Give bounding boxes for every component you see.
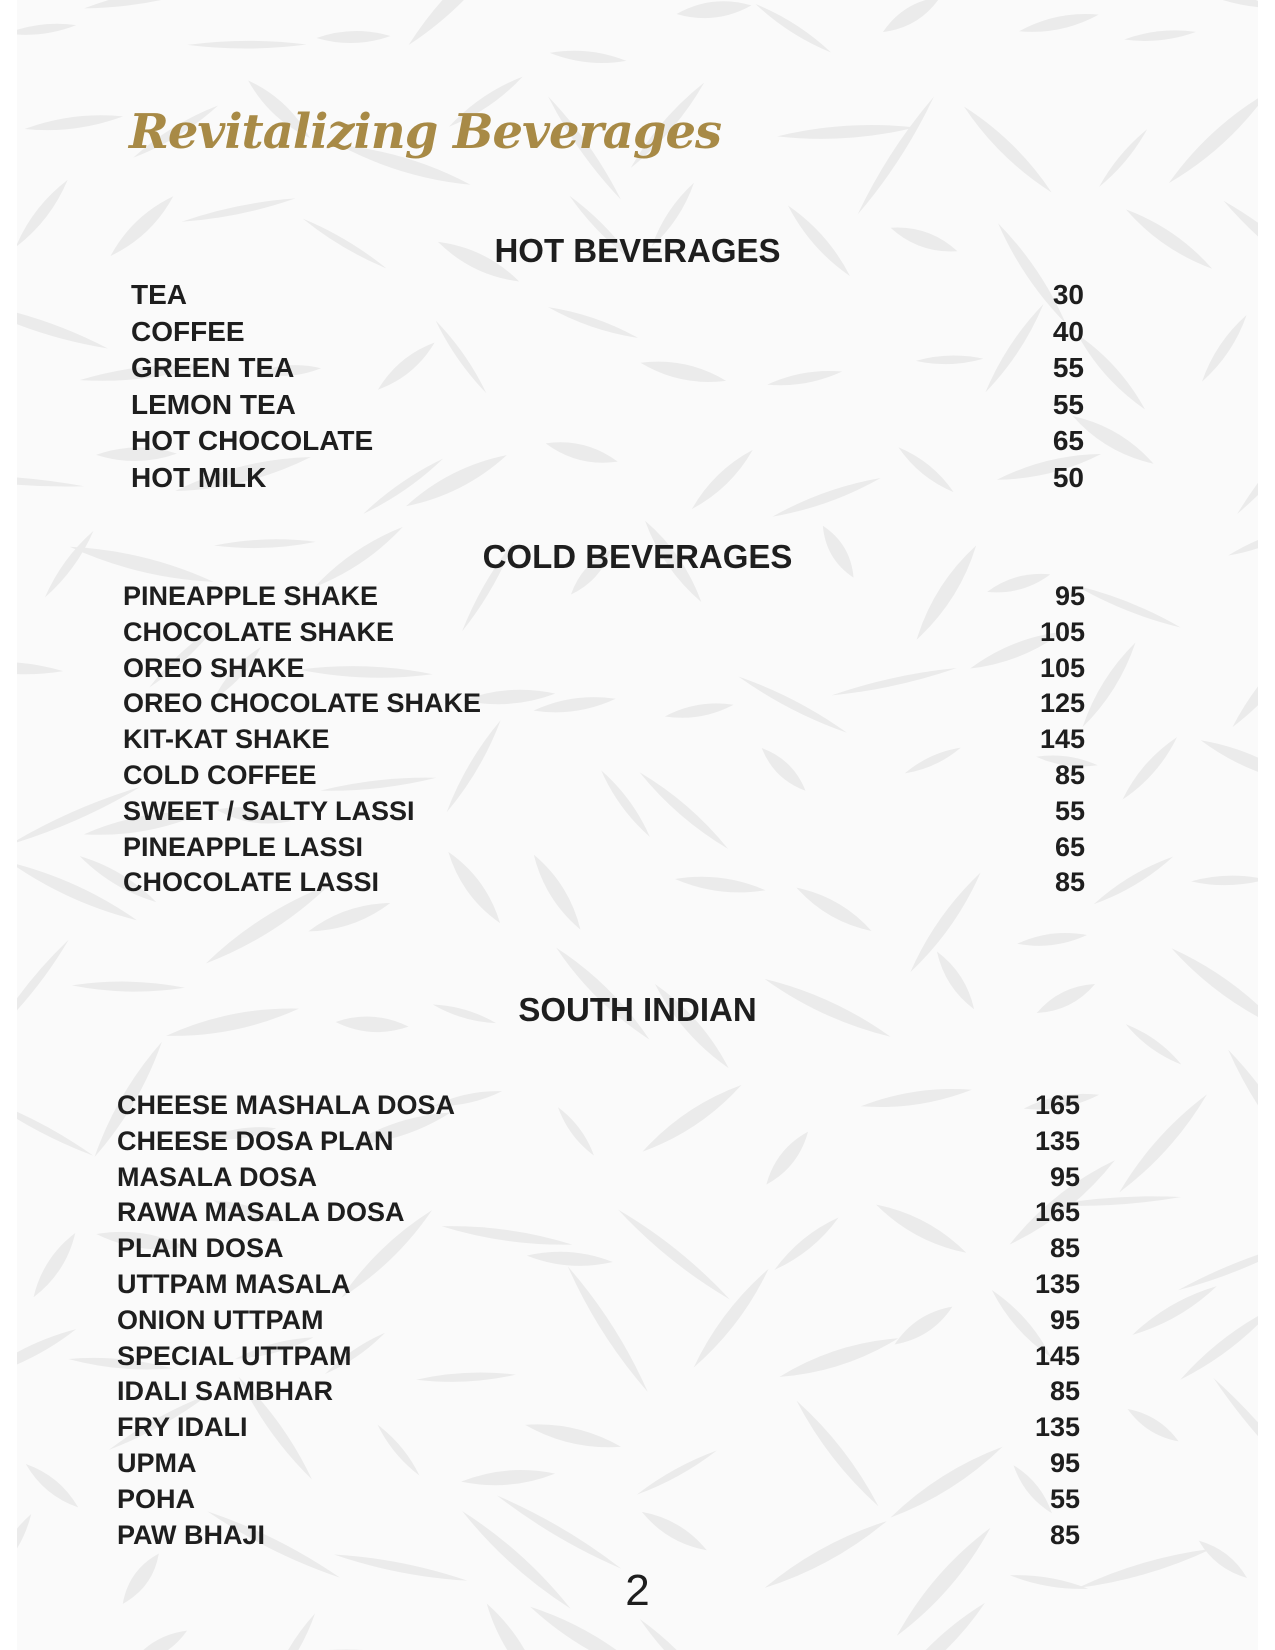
leaf-shape [1096, 127, 1150, 189]
leaf-shape [1118, 733, 1181, 803]
menu-item-name: SWEET / SALTY LASSI [123, 795, 415, 826]
menu-item [117, 1303, 1080, 1339]
menu-item [131, 277, 1084, 314]
leaf-shape [637, 1616, 718, 1650]
menu-item-name: UPMA [117, 1447, 197, 1478]
menu-item-name: POHA [117, 1483, 196, 1514]
menu-item [123, 722, 1085, 758]
menu-item-price: 65 [1052, 425, 1084, 457]
leaf-shape [1091, 853, 1175, 908]
menu-item [117, 1446, 1080, 1482]
menu-item-price: 85 [1049, 1233, 1080, 1264]
menu-item-name: CHEESE DOSA PLAN [117, 1125, 394, 1156]
menu-item-price: 135 [1034, 1412, 1080, 1443]
leaf-shape [854, 94, 938, 217]
menu-item [117, 1339, 1080, 1375]
menu-item [123, 686, 1085, 722]
menu-item-price: 95 [1049, 1447, 1080, 1478]
menu-item-price: 135 [1034, 1125, 1080, 1156]
menu-item-name: FRY IDALI [117, 1412, 248, 1443]
leaf-shape [777, 121, 916, 142]
leaf-shape [17, 1096, 95, 1160]
menu-item-price: 55 [1054, 795, 1085, 826]
leaf-shape [1191, 875, 1258, 886]
menu-item-name: OREO CHOCOLATE SHAKE [123, 688, 482, 719]
cold-beverages-heading: COLD BEVERAGES [482, 538, 793, 575]
menu-item-name: OREO SHAKE [123, 652, 305, 683]
leaf-shape [753, 1, 833, 57]
menu-item [123, 579, 1085, 615]
leaf-shape [181, 195, 296, 226]
menu-item-price: 105 [1039, 616, 1085, 647]
menu-item [123, 651, 1085, 687]
leaf-shape [1018, 9, 1100, 38]
menu-item-name: PLAIN DOSA [117, 1233, 284, 1264]
menu-item [117, 1518, 1080, 1554]
leaf-shape [1177, 1302, 1258, 1384]
menu-item-name: HOT CHOCOLATE [131, 425, 374, 457]
menu-item [117, 1374, 1080, 1410]
menu-item-price: 165 [1034, 1197, 1080, 1228]
menu-page [17, 0, 1258, 1650]
leaf-shape [1210, 1375, 1258, 1492]
menu-item-price: 65 [1054, 831, 1085, 862]
menu-item-price: 95 [1049, 1304, 1080, 1335]
menu-item-name: CHOCOLATE LASSI [123, 867, 379, 898]
menu-item [123, 830, 1085, 866]
leaf-shape [306, 896, 392, 938]
menu-item-name: CHEESE MASHALA DOSA [117, 1090, 456, 1120]
menu-item [117, 1088, 1080, 1124]
leaf-shape [127, 1624, 191, 1650]
menu-item [123, 758, 1085, 794]
menu-item [131, 350, 1084, 387]
south-indian-heading: SOUTH INDIAN [518, 991, 757, 1028]
leaf-shape [1176, 1239, 1258, 1294]
leaf-shape [267, 1611, 319, 1650]
menu-item-price: 40 [1052, 315, 1084, 347]
leaf-shape [1233, 405, 1258, 517]
menu-item-name: SPECIAL UTTPAM [117, 1340, 352, 1371]
menu-item-name: LEMON TEA [131, 388, 296, 420]
hot-beverages-heading: HOT BEVERAGES [494, 232, 781, 269]
leaf-shape [17, 296, 110, 354]
menu-item-name: MASALA DOSA [117, 1161, 317, 1192]
menu-item-price: 145 [1039, 724, 1085, 755]
menu-item-price: 85 [1054, 867, 1085, 898]
page-title: Revitalizing Beverages [129, 104, 722, 160]
menu-item [131, 423, 1084, 460]
leaf-shape [1074, 581, 1183, 631]
leaf-shape [1077, 639, 1140, 730]
menu-item-price: 105 [1039, 652, 1085, 683]
leaf-shape [1017, 929, 1088, 949]
menu-item [117, 1410, 1080, 1446]
menu-item-price: 135 [1034, 1268, 1080, 1299]
leaf-shape [1198, 734, 1258, 790]
leaf-shape [316, 30, 391, 44]
leaf-shape [17, 21, 77, 38]
menu-item [123, 794, 1085, 830]
menu-item-name: HOT MILK [131, 461, 267, 493]
leaf-shape [318, 1644, 451, 1650]
menu-item-price: 125 [1039, 688, 1085, 719]
south-indian-list [117, 1088, 1080, 1553]
menu-item-price: 95 [1049, 1161, 1080, 1192]
leaf-shape [1073, 330, 1150, 413]
menu-item-price: 55 [1052, 388, 1084, 420]
leaf-shape [17, 856, 140, 926]
menu-item-price: 55 [1052, 352, 1084, 384]
leaf-shape [17, 1324, 79, 1383]
leaf-shape [1129, 1281, 1219, 1340]
menu-item-price: 145 [1034, 1340, 1080, 1371]
leaf-shape [1175, 0, 1258, 14]
hot-beverages-list [131, 277, 1084, 497]
menu-item-name: KIT-KAT SHAKE [123, 724, 330, 755]
menu-item-price: 30 [1052, 279, 1084, 310]
leaf-shape [549, 48, 627, 67]
menu-item-price: 85 [1049, 1519, 1080, 1550]
menu-item [131, 460, 1084, 497]
menu-item-name: UTTPAM MASALA [117, 1268, 351, 1299]
menu-item [117, 1231, 1080, 1267]
cold-beverages-list [123, 579, 1085, 901]
leaf-shape [187, 41, 306, 49]
menu-item-name: PAW BHAJI [117, 1519, 266, 1550]
menu-item-price: 165 [1034, 1090, 1080, 1120]
leaf-shape [83, 0, 222, 14]
menu-item-price: 85 [1049, 1376, 1080, 1407]
leaf-shape [959, 102, 1056, 197]
leaf-shape [1227, 628, 1258, 731]
menu-item-name: RAWA MASALA DOSA [117, 1197, 405, 1228]
menu-item-name: PINEAPPLE SHAKE [123, 581, 379, 611]
leaf-shape [17, 659, 64, 677]
leaf-shape [403, 0, 516, 51]
leaf-shape [24, 111, 124, 135]
menu-item-price: 95 [1054, 581, 1085, 611]
menu-item [117, 1160, 1080, 1196]
menu-item-name: ONION UTTPAM [117, 1304, 324, 1335]
menu-item [117, 1124, 1080, 1160]
menu-item-name: TEA [131, 279, 187, 310]
leaf-shape [28, 1229, 81, 1301]
menu-item [123, 615, 1085, 651]
menu-item [131, 387, 1084, 424]
menu-item [117, 1267, 1080, 1303]
menu-item [117, 1482, 1080, 1518]
menu-item-name: GREEN TEA [131, 352, 295, 384]
leaf-shape [1198, 312, 1251, 384]
leaf-shape [1164, 87, 1258, 189]
menu-item-price: 50 [1052, 461, 1084, 493]
menu-item-name: CHOCOLATE SHAKE [123, 616, 395, 647]
menu-item-price: 85 [1054, 759, 1085, 790]
menu-item-price: 55 [1049, 1483, 1080, 1514]
leaf-shape [676, 0, 753, 22]
leaf-shape [17, 472, 84, 490]
menu-item [131, 314, 1084, 351]
menu-item-name: COFFEE [131, 315, 245, 347]
page-number: 2 [625, 1566, 650, 1615]
menu-item-name: IDALI SAMBHAR [117, 1376, 333, 1407]
menu-item [123, 865, 1085, 901]
leaf-shape [1124, 1404, 1182, 1447]
leaf-shape [1114, 1090, 1212, 1197]
leaf-shape [879, 0, 944, 39]
menu-item-name: PINEAPPLE LASSI [123, 831, 364, 862]
leaf-shape [1223, 1046, 1258, 1172]
leaf-shape [22, 1459, 82, 1512]
leaf-shape [1124, 27, 1197, 44]
menu-item [117, 1195, 1080, 1231]
menu-item-name: COLD COFFEE [123, 759, 317, 790]
